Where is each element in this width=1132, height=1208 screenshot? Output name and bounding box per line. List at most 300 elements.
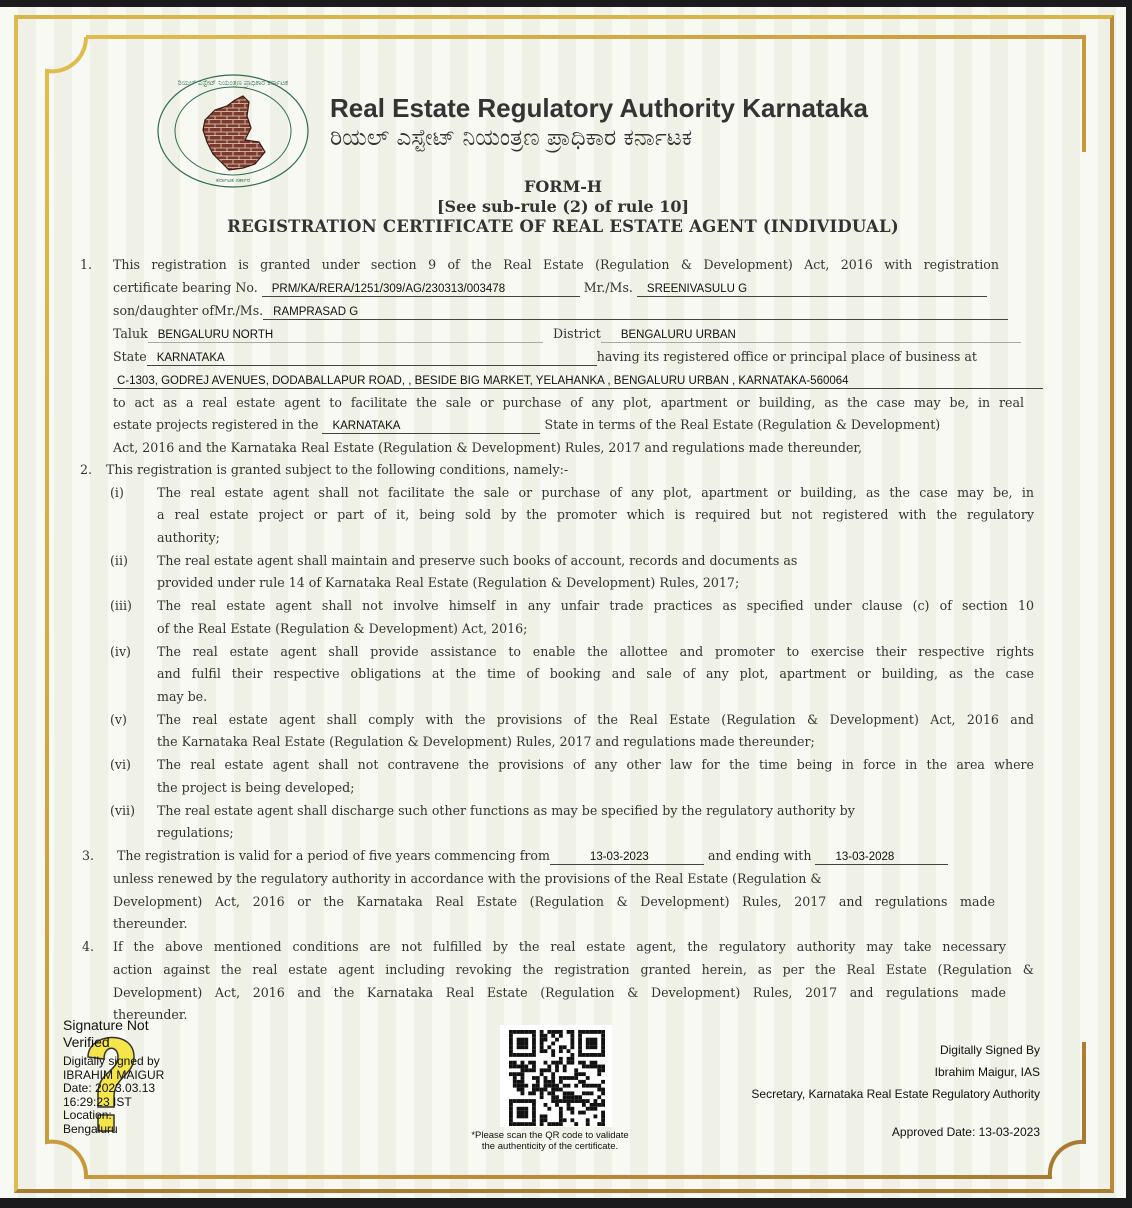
qr-module <box>590 1084 594 1088</box>
qr-module <box>578 1030 582 1034</box>
qr-module <box>570 1045 574 1049</box>
qr-module <box>509 1099 513 1103</box>
qr-module <box>559 1114 563 1118</box>
qr-module <box>593 1099 597 1103</box>
qr-module <box>582 1091 586 1095</box>
form-rule: [See sub-rule (2) of rule 10] <box>436 197 690 216</box>
qr-module <box>574 1095 578 1099</box>
qr-module <box>532 1030 536 1034</box>
signature-detail: 16:29:23 IST <box>63 1094 132 1109</box>
cert-label: certificate bearing No. <box>113 280 258 295</box>
condition-line: The real estate agent shall provide assistance to enable the allottee and promoter to exercise their respective rights <box>157 644 1034 659</box>
qr-module <box>532 1107 536 1111</box>
qr-module <box>540 1095 544 1099</box>
qr-module <box>563 1091 567 1095</box>
signature-status <box>63 1017 149 1051</box>
qr-module <box>567 1099 571 1103</box>
qr-module <box>559 1080 563 1084</box>
qr-module <box>540 1072 544 1076</box>
qr-module <box>574 1076 578 1080</box>
qr-module <box>582 1072 586 1076</box>
qr-module <box>532 1122 536 1126</box>
validity-lead: The registration is valid for a period of five years commencing from <box>117 848 550 863</box>
qr-module <box>559 1045 563 1049</box>
qr-module <box>570 1118 574 1122</box>
qr-module <box>547 1045 551 1049</box>
qr-module <box>524 1042 528 1046</box>
qr-module <box>601 1034 605 1038</box>
qr-module <box>521 1080 525 1084</box>
qr-module <box>567 1057 571 1061</box>
qr-module <box>563 1118 567 1122</box>
qr-module <box>517 1114 521 1118</box>
qr-module <box>570 1030 574 1034</box>
qr-note <box>440 1130 660 1152</box>
qr-module <box>574 1072 578 1076</box>
authority-title-kannada: ರಿಯಲ್ ಎಸ್ಟೇಟ್ ನಿಯಂತ್ರಣ ಪ್ರಾಧಿಕಾರ ಕರ್ನಾಟಕ <box>330 125 693 151</box>
clause-2-number: 2. <box>80 462 93 477</box>
qr-module <box>593 1084 597 1088</box>
qr-module <box>601 1080 605 1084</box>
parent-label: son/daughter ofMr./Ms. <box>113 303 264 318</box>
qr-module <box>532 1042 536 1046</box>
qr-module <box>509 1045 513 1049</box>
qr-module <box>521 1053 525 1057</box>
qr-module <box>532 1084 536 1088</box>
qr-module <box>517 1030 521 1034</box>
qr-module <box>509 1042 513 1046</box>
condition-line: and fulfil their respective obligations at the time of booking and sale of any plot, apartment or building, as the case <box>157 666 1034 681</box>
qr-module <box>513 1080 517 1084</box>
parent-name: RAMPRASAD G <box>263 305 1008 320</box>
qr-module <box>593 1065 597 1069</box>
qr-module <box>563 1095 567 1099</box>
projects-row <box>113 416 940 434</box>
qr-module <box>513 1099 517 1103</box>
mr-label: Mr./Ms. <box>583 280 633 295</box>
qr-module <box>528 1068 532 1072</box>
taluk-label: Taluk <box>113 326 148 341</box>
signature-detail: Bengaluru <box>63 1121 118 1136</box>
qr-module <box>513 1061 517 1065</box>
qr-module <box>578 1072 582 1076</box>
clause-3-line: Development) Act, 2016 or the Karnataka Real Estate (Regulation & Development) Rules, 2017 and regulations made <box>113 894 995 909</box>
qr-module <box>601 1114 605 1118</box>
qr-code[interactable] <box>509 1030 605 1126</box>
qr-module <box>509 1072 513 1076</box>
qr-module <box>536 1080 540 1084</box>
qr-module <box>524 1038 528 1042</box>
condition-line: regulations; <box>157 825 234 840</box>
qr-module <box>570 1099 574 1103</box>
qr-module <box>532 1118 536 1122</box>
condition-line: The real estate agent shall not contravene the provisions of any other law for the time being in force in the area where <box>157 757 1034 772</box>
qr-module <box>528 1030 532 1034</box>
qr-module <box>574 1122 578 1126</box>
qr-module <box>521 1107 525 1111</box>
qr-module <box>551 1072 555 1076</box>
qr-module <box>555 1088 559 1092</box>
qr-module <box>532 1076 536 1080</box>
qr-module <box>524 1045 528 1049</box>
clause-3-line: thereunder. <box>113 916 188 931</box>
condition-line: the Karnataka Real Estate (Regulation & Development) Rules, 2017 and regulations made thereunder; <box>157 734 815 749</box>
qr-module <box>570 1111 574 1115</box>
qr-module <box>528 1091 532 1095</box>
signature-detail: Location: <box>63 1108 112 1122</box>
qr-module <box>509 1103 513 1107</box>
qr-module <box>524 1030 528 1034</box>
qr-module <box>528 1122 532 1126</box>
clause-1-line: Act, 2016 and the Karnataka Real Estate (Regulation & Development) Rules, 2017 and regulations made thereunder, <box>113 440 863 455</box>
qr-module <box>517 1065 521 1069</box>
qr-module <box>544 1103 548 1107</box>
qr-module <box>597 1084 601 1088</box>
qr-module <box>521 1091 525 1095</box>
qr-module <box>544 1118 548 1122</box>
qr-module <box>563 1045 567 1049</box>
qr-module <box>509 1122 513 1126</box>
qr-module <box>517 1084 521 1088</box>
qr-module <box>590 1038 594 1042</box>
qr-module <box>524 1107 528 1111</box>
qr-module <box>532 1114 536 1118</box>
projects-state: KARNATAKA <box>322 419 540 434</box>
qr-module <box>601 1091 605 1095</box>
qr-module <box>555 1122 559 1126</box>
qr-module <box>551 1095 555 1099</box>
qr-module <box>555 1103 559 1107</box>
qr-module <box>551 1084 555 1088</box>
logo-bottom-text: ಕರ್ನಾಟಕ ಸರ್ಕಾರ <box>215 177 251 184</box>
qr-module <box>567 1091 571 1095</box>
qr-module <box>536 1084 540 1088</box>
qr-module <box>524 1065 528 1069</box>
qr-code-box[interactable] <box>500 1025 612 1127</box>
qr-module <box>597 1030 601 1034</box>
signed-by-designation: Secretary, Karnataka Real Estate Regulatory Authority <box>751 1087 1040 1101</box>
qr-module <box>521 1088 525 1092</box>
qr-module <box>586 1045 590 1049</box>
qr-module <box>524 1053 528 1057</box>
qr-module <box>547 1068 551 1072</box>
qr-module <box>597 1053 601 1057</box>
qr-module <box>551 1042 555 1046</box>
qr-module <box>540 1042 544 1046</box>
qr-module <box>544 1068 548 1072</box>
qr-module <box>513 1084 517 1088</box>
qr-module <box>524 1111 528 1115</box>
qr-module <box>547 1107 551 1111</box>
qr-module <box>551 1122 555 1126</box>
qr-module <box>601 1068 605 1072</box>
qr-module <box>593 1107 597 1111</box>
qr-module <box>521 1122 525 1126</box>
qr-module <box>536 1076 540 1080</box>
qr-module <box>586 1030 590 1034</box>
qr-module <box>544 1038 548 1042</box>
qr-module <box>517 1038 521 1042</box>
condition-line: The real estate agent shall discharge such other functions as may be specified by the regulatory authority by <box>157 803 855 818</box>
qr-module <box>601 1053 605 1057</box>
qr-module <box>586 1091 590 1095</box>
qr-module <box>528 1053 532 1057</box>
qr-module <box>559 1088 563 1092</box>
qr-module <box>590 1045 594 1049</box>
qr-module <box>559 1107 563 1111</box>
qr-module <box>570 1095 574 1099</box>
qr-module <box>547 1030 551 1034</box>
qr-module <box>521 1072 525 1076</box>
qr-module <box>559 1034 563 1038</box>
qr-module <box>540 1030 544 1034</box>
qr-module <box>544 1034 548 1038</box>
qr-module <box>555 1065 559 1069</box>
qr-module <box>590 1061 594 1065</box>
qr-module <box>567 1030 571 1034</box>
qr-module <box>532 1091 536 1095</box>
qr-module <box>567 1084 571 1088</box>
qr-module <box>578 1053 582 1057</box>
qr-module <box>513 1053 517 1057</box>
qr-module <box>524 1099 528 1103</box>
clause-4-line: thereunder. <box>113 1007 188 1022</box>
qr-module <box>521 1061 525 1065</box>
qr-module <box>590 1065 594 1069</box>
qr-module <box>590 1103 594 1107</box>
qr-module <box>570 1053 574 1057</box>
qr-module <box>582 1111 586 1115</box>
qr-module <box>513 1122 517 1126</box>
qr-module <box>597 1065 601 1069</box>
qr-module <box>513 1072 517 1076</box>
end-date: 13-03-2028 <box>815 850 948 865</box>
condition-line: The real estate agent shall comply with the provisions of the Real Estate (Regulation & Development) Act, 2016 and <box>157 712 1034 727</box>
qr-module <box>593 1045 597 1049</box>
qr-module <box>521 1076 525 1080</box>
qr-module <box>528 1061 532 1065</box>
condition-line: authority; <box>157 530 220 545</box>
qr-module <box>551 1053 555 1057</box>
condition-line: may be. <box>157 689 208 704</box>
qr-module <box>582 1061 586 1065</box>
district-label: District <box>553 326 601 341</box>
qr-module <box>570 1076 574 1080</box>
qr-module <box>524 1084 528 1088</box>
qr-module <box>570 1107 574 1111</box>
qr-module <box>524 1122 528 1126</box>
qr-module <box>540 1045 544 1049</box>
qr-module <box>563 1068 567 1072</box>
qr-module <box>601 1099 605 1103</box>
qr-module <box>540 1068 544 1072</box>
qr-module <box>547 1091 551 1095</box>
qr-module <box>544 1076 548 1080</box>
qr-module <box>547 1084 551 1088</box>
qr-module <box>582 1099 586 1103</box>
qr-module <box>513 1030 517 1034</box>
taluk-row <box>113 325 543 343</box>
qr-module <box>590 1053 594 1057</box>
qr-module <box>521 1065 525 1069</box>
qr-module <box>597 1095 601 1099</box>
qr-module <box>540 1118 544 1122</box>
clause-2-intro: This registration is granted subject to the following conditions, namely:- <box>106 462 569 477</box>
start-date: 13-03-2023 <box>550 850 704 865</box>
signature-detail: Date: 2023.03.13 <box>63 1081 156 1095</box>
condition-label: (v) <box>110 712 127 727</box>
qr-module <box>578 1080 582 1084</box>
qr-module <box>578 1099 582 1103</box>
qr-module <box>544 1088 548 1092</box>
qr-module <box>601 1049 605 1053</box>
qr-module <box>532 1053 536 1057</box>
qr-module <box>601 1065 605 1069</box>
qr-module <box>555 1099 559 1103</box>
qr-module <box>555 1068 559 1072</box>
clause-1-number: 1. <box>80 257 93 272</box>
qr-module <box>555 1084 559 1088</box>
qr-module <box>551 1091 555 1095</box>
certificate-page <box>0 7 1126 1198</box>
qr-module <box>547 1122 551 1126</box>
qr-module <box>509 1118 513 1122</box>
qr-module <box>544 1114 548 1118</box>
qr-module <box>551 1049 555 1053</box>
qr-module <box>567 1049 571 1053</box>
qr-module <box>570 1091 574 1095</box>
qr-module <box>601 1103 605 1107</box>
signature-detail: Digitally signed by <box>63 1054 160 1068</box>
condition-line: of the Real Estate (Regulation & Development) Act, 2016; <box>157 621 528 636</box>
condition-line: the project is being developed; <box>157 780 355 795</box>
qr-module <box>521 1045 525 1049</box>
qr-module <box>593 1103 597 1107</box>
qr-module <box>567 1103 571 1107</box>
qr-module <box>586 1118 590 1122</box>
logo-ring-text: ರಿಯಲ್ ಎಸ್ಟೇಟ್ ನಿಯಂತ್ರಣ ಪ್ರಾಧಿಕಾರ ಕರ್ನಾಟಕ <box>177 79 289 87</box>
form-name: FORM-H <box>523 177 603 196</box>
clause-4-line: action against the real estate agent including revoking the registration granted herein, as per the Real Estate (Regulation & <box>113 962 1034 977</box>
qr-module <box>524 1068 528 1072</box>
qr-module <box>540 1122 544 1126</box>
qr-module <box>532 1103 536 1107</box>
qr-module <box>601 1118 605 1122</box>
qr-module <box>551 1099 555 1103</box>
qr-module <box>517 1042 521 1046</box>
qr-module <box>517 1111 521 1115</box>
qr-module <box>593 1061 597 1065</box>
qr-module <box>578 1045 582 1049</box>
qr-module <box>532 1034 536 1038</box>
qr-module <box>574 1084 578 1088</box>
qr-module <box>567 1076 571 1080</box>
qr-module <box>540 1038 544 1042</box>
qr-module <box>517 1088 521 1092</box>
signature-detail: IBRAHIM MAIGUR <box>63 1067 165 1082</box>
qr-module <box>528 1099 532 1103</box>
qr-module <box>540 1088 544 1092</box>
qr-note-line: *Please scan the QR code to validate <box>471 1130 629 1141</box>
qr-module <box>578 1038 582 1042</box>
qr-module <box>593 1038 597 1042</box>
qr-module <box>551 1088 555 1092</box>
qr-module <box>593 1042 597 1046</box>
qr-module <box>551 1080 555 1084</box>
qr-module <box>590 1091 594 1095</box>
condition-line: The real estate agent shall not facilitate the sale or purchase of any plot, apartment or building, as the case may be, in <box>157 485 1034 500</box>
qr-module <box>601 1088 605 1092</box>
address-row <box>113 371 1043 389</box>
qr-module <box>578 1061 582 1065</box>
qr-note-line: the authenticity of the certificate. <box>481 1141 619 1152</box>
qr-module <box>555 1038 559 1042</box>
qr-module <box>544 1084 548 1088</box>
qr-module <box>582 1030 586 1034</box>
qr-module <box>555 1061 559 1065</box>
qr-module <box>601 1111 605 1115</box>
qr-module <box>517 1045 521 1049</box>
signature-status-line: Verified <box>63 1034 110 1050</box>
qr-module <box>559 1076 563 1080</box>
qr-module <box>532 1065 536 1069</box>
qr-module <box>509 1065 513 1069</box>
clause-4-number: 4. <box>82 939 95 954</box>
qr-module <box>593 1030 597 1034</box>
qr-module <box>513 1065 517 1069</box>
qr-module <box>521 1030 525 1034</box>
qr-module <box>517 1080 521 1084</box>
agent-name: SREENIVASULU G <box>637 282 987 297</box>
qr-module <box>521 1042 525 1046</box>
qr-module <box>551 1034 555 1038</box>
qr-module <box>555 1095 559 1099</box>
clause-4-line: If the above mentioned conditions are not fulfilled by the real estate agent, the regulatory authority may take necessary <box>113 939 1006 954</box>
qr-module <box>586 1107 590 1111</box>
qr-module <box>586 1053 590 1057</box>
qr-module <box>559 1030 563 1034</box>
qr-module <box>601 1030 605 1034</box>
qr-module <box>597 1088 601 1092</box>
qr-module <box>582 1080 586 1084</box>
qr-module <box>544 1080 548 1084</box>
qr-module <box>559 1099 563 1103</box>
qr-module <box>563 1099 567 1103</box>
condition-label: (ii) <box>110 553 128 568</box>
qr-module <box>578 1095 582 1099</box>
qr-module <box>570 1061 574 1065</box>
qr-module <box>517 1053 521 1057</box>
qr-module <box>521 1099 525 1103</box>
state-value: KARNATAKA <box>147 351 597 366</box>
qr-module <box>586 1076 590 1080</box>
qr-module <box>524 1114 528 1118</box>
condition-label: (i) <box>110 485 124 500</box>
qr-module <box>540 1034 544 1038</box>
qr-module <box>509 1049 513 1053</box>
approved-date: Approved Date: 13-03-2023 <box>891 1125 1040 1139</box>
authority-title-english: Real Estate Regulatory Authority Karnataka <box>330 93 868 123</box>
qr-module <box>532 1068 536 1072</box>
qr-module <box>586 1042 590 1046</box>
condition-label: (iii) <box>110 598 132 613</box>
qr-module <box>597 1122 601 1126</box>
qr-module <box>540 1091 544 1095</box>
condition-line: The real estate agent shall not involve himself in any unfair trade practices as specified under clause (c) of section 10 <box>157 598 1034 613</box>
qr-module <box>593 1053 597 1057</box>
qr-module <box>570 1038 574 1042</box>
parent-row <box>113 302 1008 320</box>
